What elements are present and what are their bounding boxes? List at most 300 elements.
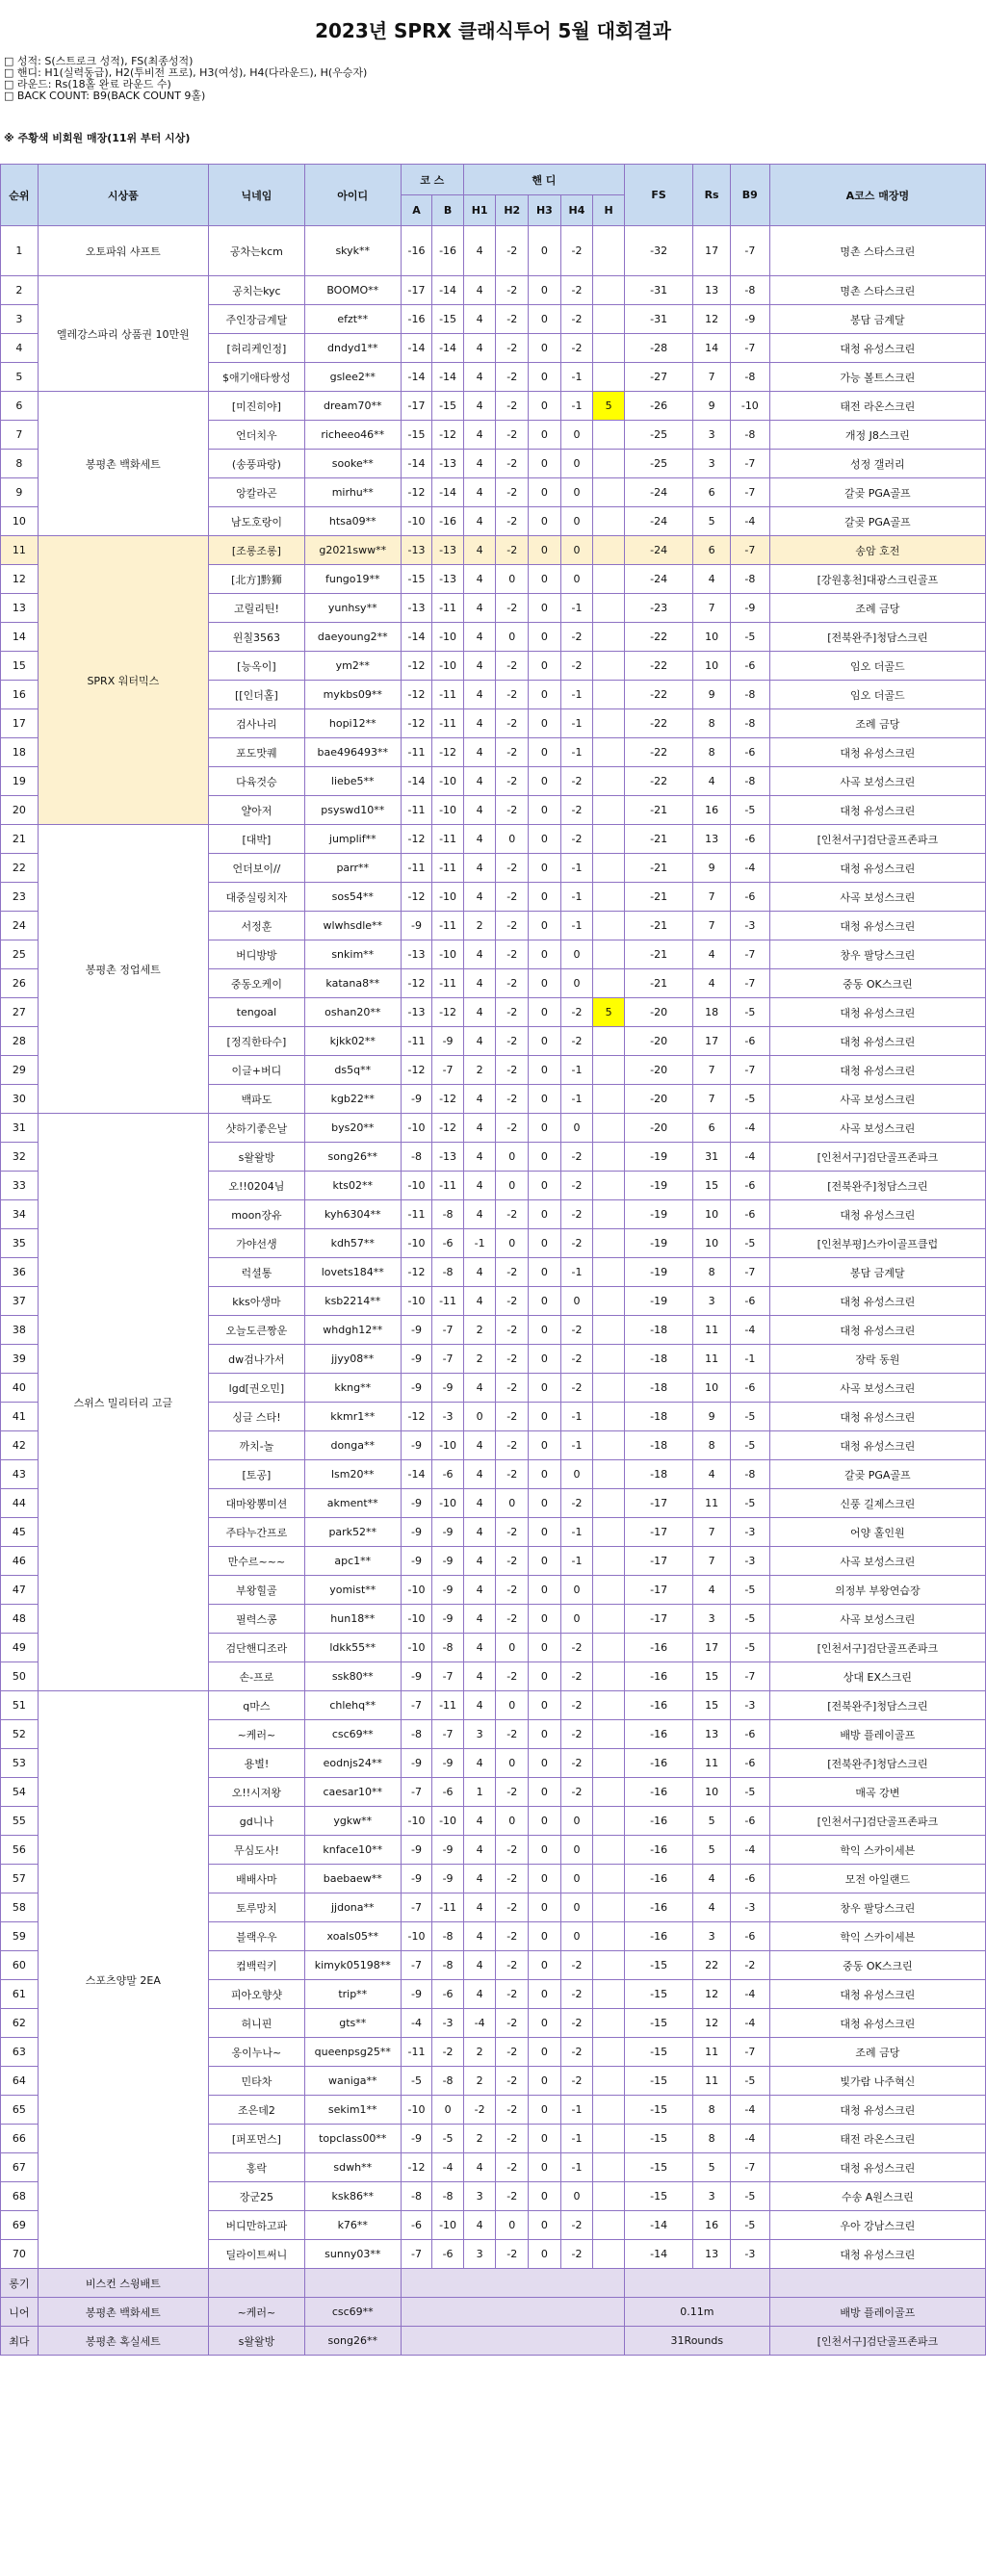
id-cell: kgb22** <box>304 1085 401 1114</box>
h2-cell: -2 <box>496 334 529 363</box>
fs-cell: -19 <box>624 1258 692 1287</box>
h3-cell: 0 <box>529 1200 561 1229</box>
id-cell: chlehq** <box>304 1691 401 1720</box>
nickname-cell: 만수르~~~ <box>208 1547 304 1576</box>
b9-cell: -6 <box>730 1200 769 1229</box>
fs-cell: -27 <box>624 363 692 392</box>
award-label: 니어 <box>1 2298 39 2327</box>
id-cell: fungo19** <box>304 565 401 594</box>
award-id: song26** <box>304 2327 401 2356</box>
course-b-cell: -11 <box>432 1287 464 1316</box>
course-b-cell: -7 <box>432 1345 464 1374</box>
h3-cell: 0 <box>529 1865 561 1893</box>
rs-cell: 4 <box>693 1460 731 1489</box>
rank-cell: 56 <box>1 1836 39 1865</box>
b9-cell: -4 <box>730 854 769 883</box>
h1-cell: -2 <box>463 2096 496 2125</box>
fs-cell: -19 <box>624 1287 692 1316</box>
rank-cell: 21 <box>1 825 39 854</box>
h-cell <box>593 940 625 969</box>
id-cell: hopi12** <box>304 709 401 738</box>
table-row <box>1 1114 986 1143</box>
fs-cell: -22 <box>624 709 692 738</box>
id-cell: park52** <box>304 1518 401 1547</box>
rank-cell: 36 <box>1 1258 39 1287</box>
fs-cell: -23 <box>624 594 692 623</box>
store-cell: [전북완주]청담스크린 <box>769 623 985 652</box>
h-cell <box>593 276 625 305</box>
fs-cell: -16 <box>624 1893 692 1922</box>
h2-cell: -2 <box>496 2096 529 2125</box>
h4-cell: -2 <box>560 226 593 276</box>
h2-cell: -2 <box>496 594 529 623</box>
h2-cell: -2 <box>496 2182 529 2211</box>
nickname-cell: 다육것승 <box>208 767 304 796</box>
b9-cell: -5 <box>730 1403 769 1431</box>
course-a-cell: -12 <box>401 1403 432 1431</box>
h1-cell: 4 <box>463 594 496 623</box>
header-h4: H4 <box>560 195 593 226</box>
prize-cell: SPRX 워터믹스 <box>38 536 208 825</box>
id-cell: parr** <box>304 854 401 883</box>
nickname-cell: 남도호랑이 <box>208 507 304 536</box>
rs-cell: 5 <box>693 1836 731 1865</box>
rank-cell: 13 <box>1 594 39 623</box>
h3-cell: 0 <box>529 969 561 998</box>
h1-cell: 4 <box>463 1287 496 1316</box>
h1-cell: 4 <box>463 1518 496 1547</box>
h3-cell: 0 <box>529 709 561 738</box>
nickname-cell: 싱글 스타! <box>208 1403 304 1431</box>
h4-cell: -1 <box>560 854 593 883</box>
course-a-cell: -15 <box>401 421 432 450</box>
h2-cell: -2 <box>496 1836 529 1865</box>
b9-cell: -5 <box>730 623 769 652</box>
h4-cell: -1 <box>560 912 593 940</box>
fs-cell: -18 <box>624 1431 692 1460</box>
course-b-cell: -4 <box>432 2153 464 2182</box>
fs-cell: -20 <box>624 1056 692 1085</box>
b9-cell: -6 <box>730 1172 769 1200</box>
course-b-cell: -6 <box>432 1229 464 1258</box>
course-b-cell: -12 <box>432 998 464 1027</box>
h4-cell: 0 <box>560 421 593 450</box>
h1-cell: 2 <box>463 1316 496 1345</box>
fs-cell: -18 <box>624 1403 692 1431</box>
nickname-cell: 대중실링치자 <box>208 883 304 912</box>
fs-cell: -22 <box>624 767 692 796</box>
h2-cell: 0 <box>496 565 529 594</box>
rank-cell: 28 <box>1 1027 39 1056</box>
h-cell <box>593 1056 625 1085</box>
rank-cell: 48 <box>1 1605 39 1634</box>
h3-cell: 0 <box>529 1374 561 1403</box>
h4-cell: -2 <box>560 276 593 305</box>
b9-cell: -8 <box>730 276 769 305</box>
h2-cell: -2 <box>496 2038 529 2067</box>
rs-cell: 3 <box>693 1605 731 1634</box>
course-a-cell: -16 <box>401 226 432 276</box>
nickname-cell: 언더치우 <box>208 421 304 450</box>
fs-cell: -16 <box>624 1778 692 1807</box>
h2-cell: -2 <box>496 738 529 767</box>
special-awards <box>1 2269 986 2356</box>
fs-cell: -18 <box>624 1460 692 1489</box>
store-cell: 갈곶 PGA골프 <box>769 507 985 536</box>
nickname-cell: 민타차 <box>208 2067 304 2096</box>
rank-cell: 60 <box>1 1951 39 1980</box>
h-cell <box>593 1518 625 1547</box>
fs-cell: -15 <box>624 2125 692 2153</box>
fs-cell: -21 <box>624 854 692 883</box>
id-cell: wlwhsdle** <box>304 912 401 940</box>
course-a-cell: -10 <box>401 1605 432 1634</box>
course-b-cell: -9 <box>432 1027 464 1056</box>
h4-cell: -2 <box>560 998 593 1027</box>
rank-cell: 3 <box>1 305 39 334</box>
h4-cell: -2 <box>560 1489 593 1518</box>
h-cell <box>593 594 625 623</box>
store-cell: 대청 유성스크린 <box>769 854 985 883</box>
header-store: A코스 매장명 <box>769 165 985 226</box>
nickname-cell: [능옥이] <box>208 652 304 681</box>
h1-cell: 4 <box>463 940 496 969</box>
course-a-cell: -12 <box>401 652 432 681</box>
nickname-cell: moon장유 <box>208 1200 304 1229</box>
nickname-cell: 배배사마 <box>208 1865 304 1893</box>
h-cell <box>593 226 625 276</box>
nickname-cell: 앙칼라곤 <box>208 478 304 507</box>
award-blank <box>401 2298 624 2327</box>
h4-cell: -2 <box>560 1720 593 1749</box>
b9-cell: -7 <box>730 450 769 478</box>
store-cell: 사곡 보성스크린 <box>769 1114 985 1143</box>
prize-cell: 엘레강스파리 상품권 10만원 <box>38 276 208 392</box>
rank-cell: 52 <box>1 1720 39 1749</box>
h3-cell: 0 <box>529 392 561 421</box>
b9-cell: -3 <box>730 1691 769 1720</box>
h1-cell: -1 <box>463 1229 496 1258</box>
rs-cell: 10 <box>693 1200 731 1229</box>
h-cell <box>593 854 625 883</box>
fs-cell: -18 <box>624 1316 692 1345</box>
course-b-cell: -13 <box>432 565 464 594</box>
rank-cell: 58 <box>1 1893 39 1922</box>
id-cell: yomist** <box>304 1576 401 1605</box>
h2-cell: -2 <box>496 450 529 478</box>
h3-cell: 0 <box>529 1720 561 1749</box>
rs-cell: 7 <box>693 1056 731 1085</box>
award-value: 0.11m <box>624 2298 769 2327</box>
id-cell: queenpsg25** <box>304 2038 401 2067</box>
rank-cell: 54 <box>1 1778 39 1807</box>
fs-cell: -19 <box>624 1229 692 1258</box>
b9-cell: -8 <box>730 565 769 594</box>
course-a-cell: -12 <box>401 2153 432 2182</box>
h3-cell: 0 <box>529 1345 561 1374</box>
b9-cell: -6 <box>730 1865 769 1893</box>
nickname-cell: 공치는kyc <box>208 276 304 305</box>
course-b-cell: -11 <box>432 969 464 998</box>
nickname-cell: 중동오케이 <box>208 969 304 998</box>
store-cell: 수송 A원스크린 <box>769 2182 985 2211</box>
h3-cell: 0 <box>529 2096 561 2125</box>
table-row <box>1 276 986 305</box>
h1-cell: 1 <box>463 1778 496 1807</box>
course-b-cell: -9 <box>432 1576 464 1605</box>
h-cell <box>593 767 625 796</box>
course-b-cell: -11 <box>432 1691 464 1720</box>
h1-cell: 4 <box>463 1951 496 1980</box>
course-b-cell: -10 <box>432 1807 464 1836</box>
store-cell: [인천서구]검단골프존파크 <box>769 1807 985 1836</box>
header-rs: Rs <box>693 165 731 226</box>
course-a-cell: -7 <box>401 1778 432 1807</box>
rs-cell: 7 <box>693 883 731 912</box>
id-cell: dndyd1** <box>304 334 401 363</box>
course-a-cell: -9 <box>401 1865 432 1893</box>
rank-cell: 8 <box>1 450 39 478</box>
course-a-cell: -12 <box>401 1258 432 1287</box>
nickname-cell: [北方]黔狮 <box>208 565 304 594</box>
h1-cell: 4 <box>463 1605 496 1634</box>
h-cell <box>593 883 625 912</box>
nickname-cell: 오늘도큰짱운 <box>208 1316 304 1345</box>
course-a-cell: -12 <box>401 825 432 854</box>
b9-cell: -6 <box>730 738 769 767</box>
note-line: □ 라운드: Rs(18홀 완료 라운드 수) <box>4 78 171 90</box>
nickname-cell: [토공] <box>208 1460 304 1489</box>
course-b-cell: -8 <box>432 2067 464 2096</box>
fs-cell: -16 <box>624 1865 692 1893</box>
h3-cell: 0 <box>529 1980 561 2009</box>
h1-cell: 4 <box>463 1893 496 1922</box>
h3-cell: 0 <box>529 536 561 565</box>
rank-cell: 49 <box>1 1634 39 1662</box>
h-cell <box>593 2038 625 2067</box>
h4-cell: -1 <box>560 1085 593 1114</box>
h3-cell: 0 <box>529 825 561 854</box>
h4-cell: 0 <box>560 1893 593 1922</box>
nickname-cell: 필력스콩 <box>208 1605 304 1634</box>
store-cell: [인천부평]스카이골프클럽 <box>769 1229 985 1258</box>
course-a-cell: -4 <box>401 2009 432 2038</box>
h3-cell: 0 <box>529 1807 561 1836</box>
nickname-cell: 블랙우우 <box>208 1922 304 1951</box>
nickname-cell: 토루망치 <box>208 1893 304 1922</box>
h3-cell: 0 <box>529 623 561 652</box>
course-a-cell: -11 <box>401 1027 432 1056</box>
h3-cell: 0 <box>529 767 561 796</box>
store-cell: [인천서구]검단골프존파크 <box>769 1634 985 1662</box>
store-cell: 갈곶 PGA골프 <box>769 478 985 507</box>
course-b-cell: -9 <box>432 1865 464 1893</box>
h3-cell: 0 <box>529 507 561 536</box>
fs-cell: -22 <box>624 623 692 652</box>
course-b-cell: -16 <box>432 507 464 536</box>
h1-cell: 4 <box>463 767 496 796</box>
h4-cell: 0 <box>560 1114 593 1143</box>
store-cell: 빛가람 나주혁신 <box>769 2067 985 2096</box>
rank-cell: 24 <box>1 912 39 940</box>
rs-cell: 5 <box>693 507 731 536</box>
rank-cell: 23 <box>1 883 39 912</box>
table-row <box>1 392 986 421</box>
nickname-cell: 버디방방 <box>208 940 304 969</box>
note-line: □ BACK COUNT: B9(BACK COUNT 9홀) <box>4 90 206 102</box>
store-cell: 임오 더골드 <box>769 681 985 709</box>
nickname-cell: 이글+버디 <box>208 1056 304 1085</box>
id-cell: donga** <box>304 1431 401 1460</box>
h2-cell: -2 <box>496 1893 529 1922</box>
course-a-cell: -10 <box>401 1172 432 1200</box>
h2-cell: -2 <box>496 1662 529 1691</box>
nickname-cell: 얄아저 <box>208 796 304 825</box>
id-cell: sos54** <box>304 883 401 912</box>
h1-cell: 4 <box>463 1634 496 1662</box>
h-cell <box>593 1172 625 1200</box>
h-cell <box>593 363 625 392</box>
h3-cell: 0 <box>529 854 561 883</box>
prize-cell: 스위스 밀리터리 고글 <box>38 1114 208 1691</box>
h1-cell: 4 <box>463 854 496 883</box>
b9-cell: -4 <box>730 1316 769 1345</box>
course-b-cell: -8 <box>432 1634 464 1662</box>
fs-cell: -16 <box>624 1634 692 1662</box>
h1-cell: 4 <box>463 1980 496 2009</box>
course-b-cell: -8 <box>432 1258 464 1287</box>
b9-cell: -6 <box>730 883 769 912</box>
id-cell: hun18** <box>304 1605 401 1634</box>
id-cell: efzt** <box>304 305 401 334</box>
header-prize: 시상품 <box>38 165 208 226</box>
rs-cell: 4 <box>693 1865 731 1893</box>
fs-cell: -15 <box>624 2096 692 2125</box>
h4-cell: 0 <box>560 1287 593 1316</box>
h1-cell: 4 <box>463 507 496 536</box>
id-cell: ygkw** <box>304 1807 401 1836</box>
rs-cell: 11 <box>693 2067 731 2096</box>
h3-cell: 0 <box>529 226 561 276</box>
rs-cell: 7 <box>693 1085 731 1114</box>
rs-cell: 7 <box>693 1518 731 1547</box>
rs-cell: 8 <box>693 2125 731 2153</box>
fs-cell: -24 <box>624 536 692 565</box>
h-cell <box>593 912 625 940</box>
b9-cell: -3 <box>730 1518 769 1547</box>
course-a-cell: -9 <box>401 1980 432 2009</box>
rs-cell: 3 <box>693 450 731 478</box>
rs-cell: 7 <box>693 1547 731 1576</box>
course-b-cell: -5 <box>432 2125 464 2153</box>
rank-cell: 11 <box>1 536 39 565</box>
fs-cell: -21 <box>624 825 692 854</box>
b9-cell: -6 <box>730 1287 769 1316</box>
h2-cell: -2 <box>496 2153 529 2182</box>
rank-cell: 1 <box>1 226 39 276</box>
store-cell: 대청 유성스크린 <box>769 2153 985 2182</box>
store-cell: 중동 OK스크린 <box>769 1951 985 1980</box>
rs-cell: 5 <box>693 1807 731 1836</box>
h-cell <box>593 1460 625 1489</box>
h3-cell: 0 <box>529 1951 561 1980</box>
b9-cell: -5 <box>730 796 769 825</box>
course-b-cell: -6 <box>432 1460 464 1489</box>
fs-cell: -19 <box>624 1172 692 1200</box>
course-b-cell: -8 <box>432 1922 464 1951</box>
course-b-cell: 0 <box>432 2096 464 2125</box>
rs-cell: 31 <box>693 1143 731 1172</box>
b9-cell: -5 <box>730 1634 769 1662</box>
fs-cell: -14 <box>624 2240 692 2269</box>
h1-cell: 3 <box>463 1720 496 1749</box>
h4-cell: -1 <box>560 1518 593 1547</box>
h3-cell: 0 <box>529 2125 561 2153</box>
h-cell <box>593 1836 625 1865</box>
course-a-cell: -7 <box>401 1691 432 1720</box>
course-a-cell: -8 <box>401 1143 432 1172</box>
h4-cell: -2 <box>560 1345 593 1374</box>
rs-cell: 4 <box>693 940 731 969</box>
nickname-cell: kks아생마 <box>208 1287 304 1316</box>
id-cell: jumplif** <box>304 825 401 854</box>
h-cell <box>593 1229 625 1258</box>
b9-cell: -8 <box>730 363 769 392</box>
h3-cell: 0 <box>529 305 561 334</box>
h2-cell: -2 <box>496 854 529 883</box>
h-cell <box>593 2096 625 2125</box>
b9-cell: -4 <box>730 1143 769 1172</box>
course-a-cell: -9 <box>401 1489 432 1518</box>
rs-cell: 22 <box>693 1951 731 1980</box>
fs-cell: -15 <box>624 2182 692 2211</box>
h4-cell: -1 <box>560 709 593 738</box>
nickname-cell: 주타누간프로 <box>208 1518 304 1547</box>
id-cell: kyh6304** <box>304 1200 401 1229</box>
award-nickname: s왈왈방 <box>208 2327 304 2356</box>
course-a-cell: -11 <box>401 2038 432 2067</box>
rank-cell: 68 <box>1 2182 39 2211</box>
rs-cell: 9 <box>693 1403 731 1431</box>
h2-cell: -2 <box>496 421 529 450</box>
fs-cell: -16 <box>624 1836 692 1865</box>
header-h2: H2 <box>496 195 529 226</box>
h4-cell: 0 <box>560 1836 593 1865</box>
h1-cell: 4 <box>463 825 496 854</box>
h1-cell: 4 <box>463 1836 496 1865</box>
rs-cell: 16 <box>693 796 731 825</box>
h3-cell: 0 <box>529 1258 561 1287</box>
award-prize: 비스컨 스윙배트 <box>38 2269 208 2298</box>
store-cell: 가능 볼트스크린 <box>769 363 985 392</box>
h-cell <box>593 796 625 825</box>
h2-cell: -2 <box>496 767 529 796</box>
h3-cell: 0 <box>529 2038 561 2067</box>
rs-cell: 16 <box>693 2211 731 2240</box>
b9-cell: -7 <box>730 2038 769 2067</box>
b9-cell: -4 <box>730 2125 769 2153</box>
table-row <box>1 226 986 276</box>
h2-cell: -2 <box>496 1114 529 1143</box>
h4-cell: 0 <box>560 450 593 478</box>
rs-cell: 10 <box>693 1229 731 1258</box>
rank-cell: 41 <box>1 1403 39 1431</box>
store-cell: 사곡 보성스크린 <box>769 1605 985 1634</box>
h3-cell: 0 <box>529 1634 561 1662</box>
course-a-cell: -10 <box>401 2096 432 2125</box>
fs-cell: -25 <box>624 421 692 450</box>
course-b-cell: -10 <box>432 883 464 912</box>
